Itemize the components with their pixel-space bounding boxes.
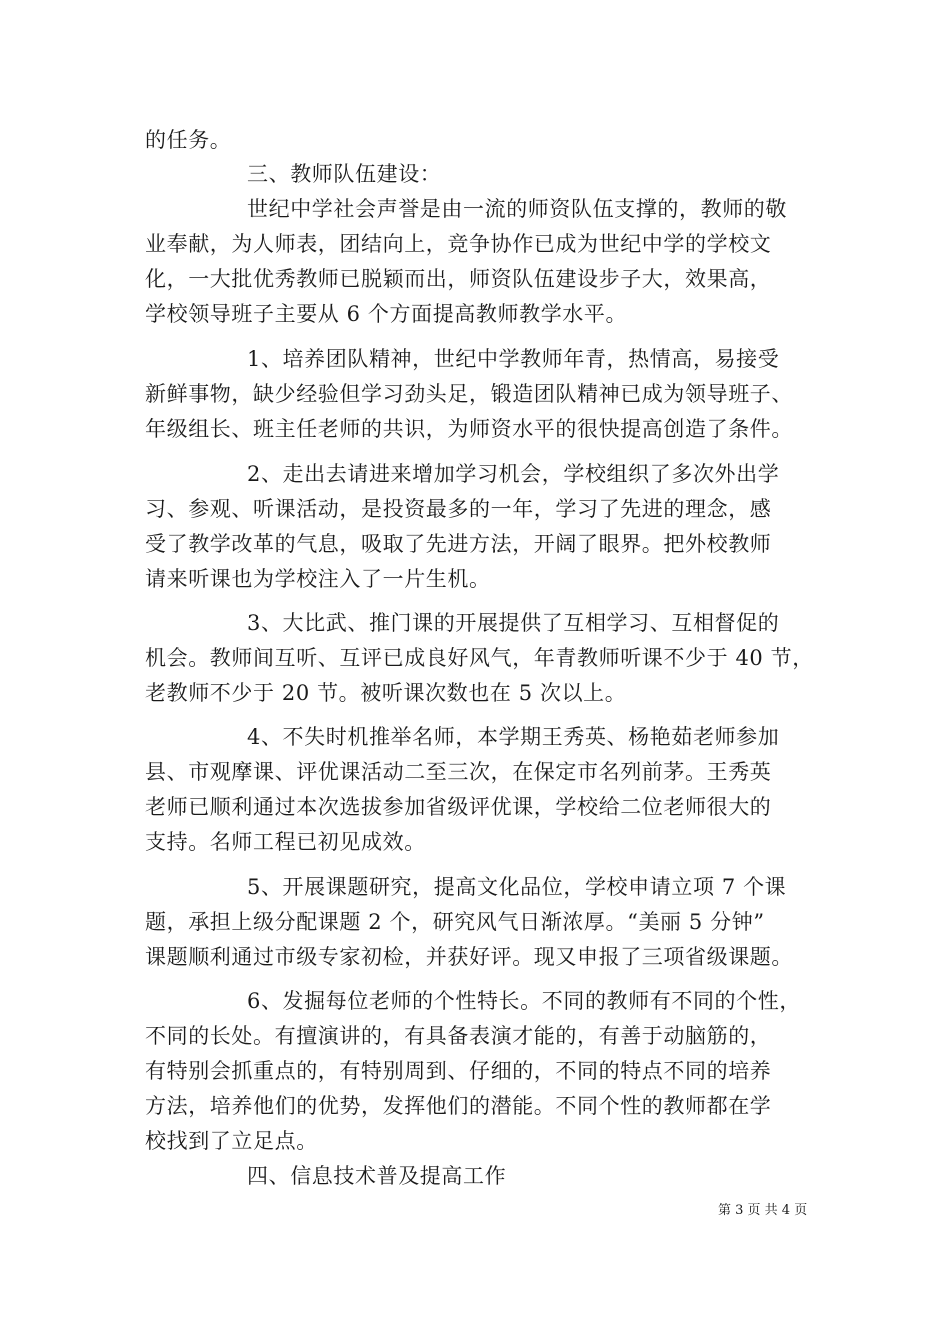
text-line: 有特别会抓重点的，有特别周到、仔细的，不同的特点不同的培养 — [145, 1059, 772, 1083]
page-number: 第 3 页 共 4 页 — [718, 1203, 808, 1218]
text-line: 请来听课也为学校注入了一片生机。 — [145, 567, 491, 591]
text-line: 课题顺利通过市级专家初检，并获好评。现又申报了三项省级课题。 — [145, 945, 793, 969]
text-line: 的任务。 — [145, 128, 232, 152]
text-line: 老教师不少于 20 节。被听课次数也在 5 次以上。 — [145, 681, 627, 705]
text-line: 年级组长、班主任老师的共识，为师资水平的很快提高创造了条件。 — [145, 417, 793, 441]
text-line: 业奉献，为人师表，团结向上，竞争协作已成为世纪中学的学校文 — [145, 232, 772, 256]
text-line: 1、培养团队精神，世纪中学教师年青，热情高，易接受 — [247, 347, 780, 371]
text-line: 校找到了立足点。 — [145, 1129, 318, 1153]
text-line: 化，一大批优秀教师已脱颖而出，师资队伍建设步子大，效果高， — [145, 267, 772, 291]
text-line: 机会。教师间互听、互评已成良好风气，年青教师听课不少于 40 节， — [145, 646, 814, 670]
text-line: 受了教学改革的气息，吸取了先进方法，开阔了眼界。把外校教师 — [145, 532, 772, 556]
text-line: 题，承担上级分配课题 2 个，研究风气日渐浓厚。“美丽 5 分钟” — [145, 910, 765, 934]
section-heading: 四、信息技术普及提高工作 — [247, 1164, 507, 1188]
text-line: 县、市观摩课、评优课活动二至三次，在保定市名列前茅。王秀英 — [145, 760, 772, 784]
text-line: 习、参观、听课活动，是投资最多的一年，学习了先进的理念，感 — [145, 497, 772, 521]
text-line: 5、开展课题研究，提高文化品位，学校申请立项 7 个课 — [247, 875, 787, 899]
text-line: 方法，培养他们的优势，发挥他们的潜能。不同个性的教师都在学 — [145, 1094, 772, 1118]
section-heading: 三、教师队伍建设： — [247, 162, 442, 186]
text-line: 世纪中学社会声誉是由一流的师资队伍支撑的，教师的敬 — [247, 197, 787, 221]
text-line: 老师已顺利通过本次选拔参加省级评优课，学校给二位老师很大的 — [145, 795, 772, 819]
text-line: 6、发掘每位老师的个性特长。不同的教师有不同的个性， — [247, 989, 801, 1013]
text-line: 不同的长处。有擅演讲的，有具备表演才能的，有善于动脑筋的， — [145, 1024, 772, 1048]
text-line: 3、大比武、推门课的开展提供了互相学习、互相督促的 — [247, 611, 780, 635]
text-line: 2、走出去请进来增加学习机会，学校组织了多次外出学 — [247, 462, 780, 486]
text-line: 新鲜事物，缺少经验但学习劲头足，锻造团队精神已成为领导班子、 — [145, 382, 793, 406]
text-line: 4、不失时机推举名师，本学期王秀英、杨艳茹老师参加 — [247, 725, 780, 749]
text-line: 学校领导班子主要从 6 个方面提高教师教学水平。 — [145, 302, 628, 326]
text-line: 支持。名师工程已初见成效。 — [145, 830, 426, 854]
